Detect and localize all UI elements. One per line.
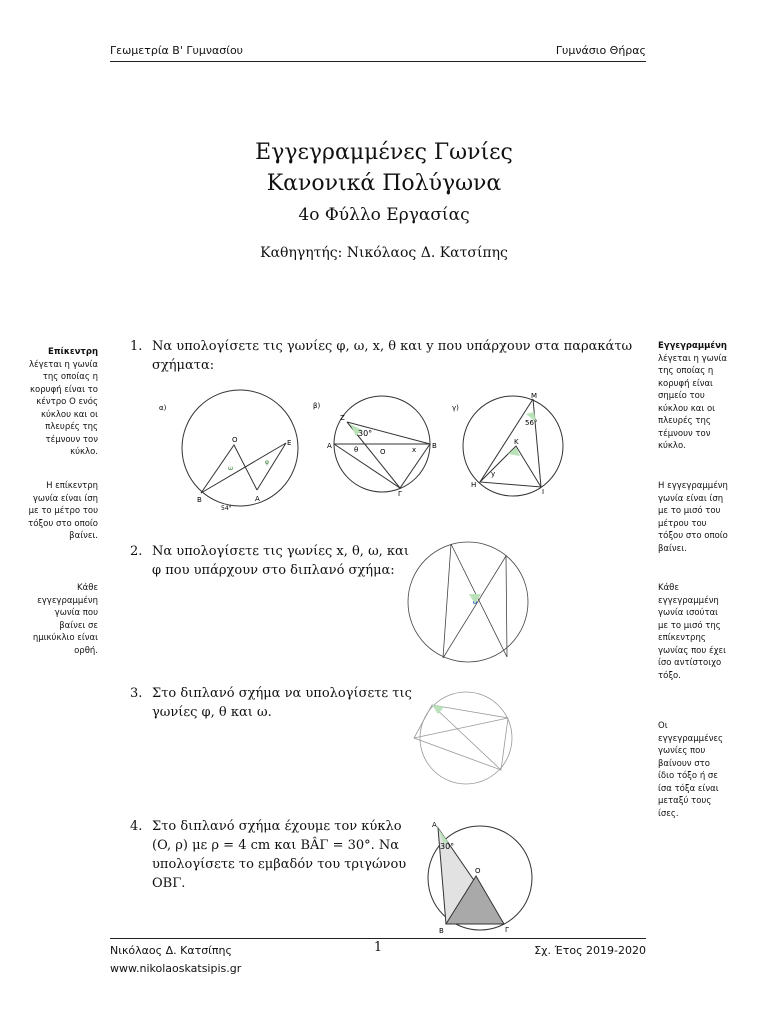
title-line2: Κανονικά Πολύγωνα [266,171,502,196]
point-label: O [475,867,481,875]
right-note-1 [658,340,728,453]
header-left: Γεωμετρία Β' Γυμνασίου [110,44,244,57]
arc-label: 54° [221,505,232,512]
problem-number: 2. [130,544,143,559]
point-label: Z [340,414,345,422]
problem-4 [130,817,417,893]
left-note-1 [28,346,98,459]
footer-rule [110,938,646,939]
note-text: λέγεται η γωνία της οποίας η κορυφή είναι σημείο του κύκλου και οι πλευρές της τέμνουν τον κύκλο. [658,353,728,451]
problem-number: 1. [130,339,143,354]
sheet-number: 4ο Φύλλο Εργασίας [298,205,470,225]
left-note-3 [28,582,98,657]
angle-label: 30° [440,842,455,851]
point-label: E [287,439,292,447]
figure-1b [310,392,440,498]
note-text: Οι εγγεγραμμένες γωνίες που βαίνουν στο ίδιο τόξο ή σε ίσα τόξα είναι μεταξύ τους ίσες. [658,721,724,819]
problem-number: 3. [130,686,143,701]
problem-text: Να υπολογίσετε τις γωνίες x, θ, ω, και φ που υπάρχουν στο διπλανό σχήμα: [152,544,409,578]
problem-text: Στο διπλανό σχήμα έχουμε τον κύκλο (O, ρ) με ρ = 4 cm και BÂΓ = 30°. Να υπολογίσετε το εμβαδόν του τριγώνου ΟΒΓ. [152,819,407,891]
point-label: H [471,481,477,489]
circle [182,390,298,506]
circle [408,542,528,662]
figure-2 [403,540,533,665]
diagonal [414,718,508,738]
footer-year: Σχ. Έτος 2019-2020 [534,944,646,957]
header-rule [110,61,646,62]
note-text: Η επίκεντρη γωνία είναι ίση με το μέτρο του τόξου στο οποίο βαίνει. [28,481,98,541]
figure-tag: β) [313,402,321,410]
point-label: B [439,927,444,935]
page-number: 1 [373,940,383,955]
footer-author: Νικόλαος Δ. Κατσίπης [110,944,232,957]
triangle [480,399,541,487]
figure-3 [408,690,528,795]
left-note-2 [28,480,98,543]
point-label: B [432,442,437,450]
note-text: λέγεται η γωνία της οποίας η κορυφή είναι το κέντρο O ενός κύκλου και οι πλευρές της τέμνουν τον κύκλο. [28,359,98,457]
header-right: Γυμνάσιο Θήρας [555,44,646,57]
right-note-2 [658,480,728,555]
note-text: Η εγγεγραμμένη γωνία είναι ίση με το μισό του μέτρου του τόξου στο οποίο βαίνει. [658,481,728,554]
figure-4 [428,816,538,938]
inscribed-angle [201,443,286,493]
footer-site-link[interactable]: www.nikolaoskatsipis.gr [110,962,242,975]
angle-label: 30° [358,429,373,438]
problem-text: Να υπολογίσετε τις γωνίες φ, ω, x, θ και y που υπάρχουν στα παρακάτω σχήματα: [152,339,633,373]
note-term: Επίκεντρη [48,347,98,357]
right-note-3 [658,582,728,682]
point-label: Γ [398,490,402,498]
point-label: B [197,496,202,504]
problem-text: Στο διπλανό σχήμα να υπολογίσετε τις γωνίες φ, θ και ω. [152,686,412,720]
point-label: K [514,438,519,446]
problem-2 [130,542,417,580]
point-label: O [232,436,238,444]
point-label: M [531,392,538,400]
quadrilateral [414,705,508,770]
angle-mark: ω [228,465,234,472]
point-label: A [255,495,260,503]
problem-number: 4. [130,819,143,834]
problem-3 [130,684,417,722]
figure-tag: γ) [452,404,459,412]
problem-1 [130,337,664,375]
angle-mark: x [412,446,417,454]
point-label: O [380,448,386,456]
teacher: Καθηγητής: Νικόλαος Δ. Κατσίπης [260,245,508,261]
right-note-4 [658,720,728,820]
figure-1a [155,390,305,515]
note-text: Κάθε εγγεγραμμένη γωνία ισούται με το μισό της επίκεντρης γωνίας που έχει ίσο αντίστοιχο τόξο. [658,583,726,681]
angle-mark: θ [354,446,359,454]
point-label: I [542,488,545,496]
title-line1: Εγγεγραμμένες Γωνίες [255,140,513,165]
figure-tag: α) [159,404,167,412]
point-label: A [432,821,437,829]
angle-mark: φ [265,459,269,466]
point-label: A [327,442,332,450]
note-text: Κάθε εγγεγραμμένη γωνία που βαίνει σε ημικύκλιο είναι ορθή. [32,583,98,656]
angle-mark: y [491,470,496,478]
note-term: Εγγεγραμμένη [658,341,727,351]
point-label: Γ [505,926,509,934]
figure-1c [448,390,558,500]
angle-label: 56° [525,419,538,427]
circle [463,396,563,496]
